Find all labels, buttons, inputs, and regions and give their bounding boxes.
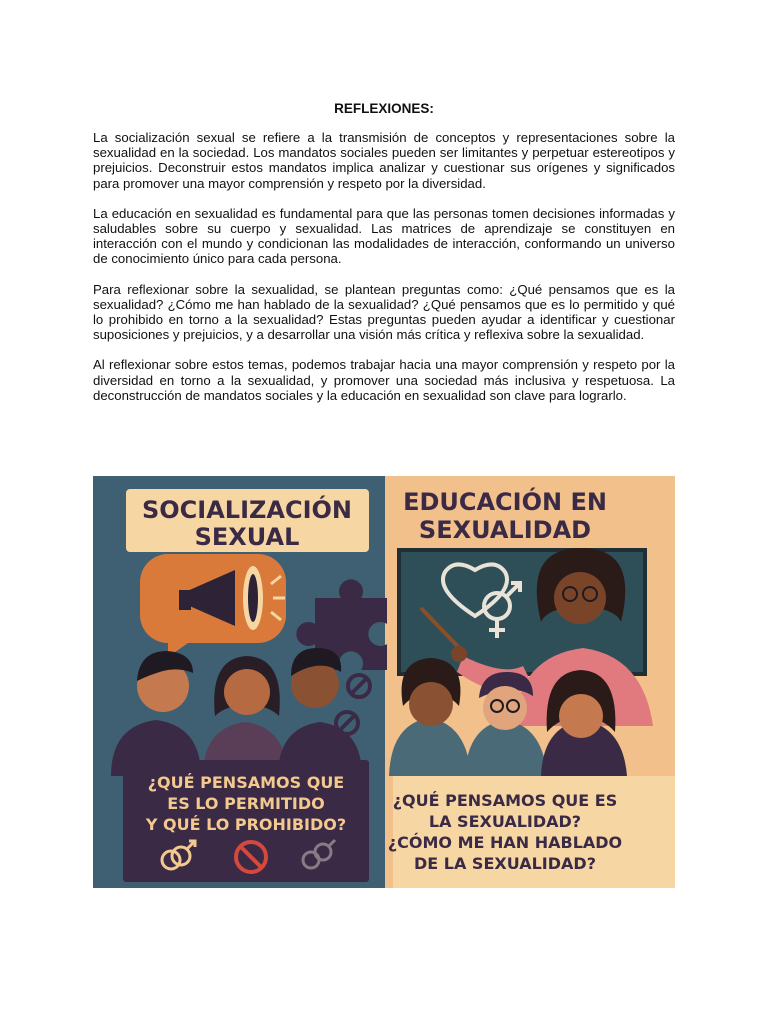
document-title: REFLEXIONES: (334, 101, 434, 116)
left-question-line-1: ¿QUÉ PENSAMOS QUE (147, 773, 345, 792)
paragraph-1: La socialización sexual se refiere a la transmisión de conceptos y representaciones sobre la sexualidad en la sociedad. Los mandatos sociales pueden ser limitantes y perpetuar estereotipos y prejuicios. Deconstruir estos mandatos implica analizar y cuestionar sus orígenes y significados para promover una mayor comprensión y respeto por la diversidad. (93, 130, 675, 191)
left-question-line-2: ES LO PERMITIDO (167, 794, 325, 813)
paragraph-3: Para reflexionar sobre la sexualidad, se plantean preguntas como: ¿Qué pensamos que es la sexualidad? ¿Cómo me han hablado de la sexualidad? ¿Qué pensamos que es lo permitido y qué lo prohibido en torno a la sexualidad? Estas preguntas pueden ayudar a identificar y cuestionar suposiciones y prejuicios, y a desarrollar una visión más crítica y reflexiva sobre la sexualidad. (93, 281, 675, 343)
megaphone-icon (140, 554, 286, 657)
student-group (389, 658, 627, 776)
paragraph-4: Al reflexionar sobre estos temas, podemos trabajar hacia una mayor comprensión y respeto por la diversidad en torno a la sexualidad, y promover una sociedad más inclusiva y respetuosa. La deconstrucción de mandatos sociales y la educación en sexualidad son clave para lograrlo. (93, 357, 675, 403)
right-title-line-2: SEXUALIDAD (418, 516, 592, 544)
left-title-line-1: SOCIALIZACIÓN (141, 496, 353, 524)
right-question-line-1: ¿QUÉ PENSAMOS QUE ES (392, 791, 618, 810)
left-question-line-3: Y QUÉ LO PROHIBIDO? (145, 815, 347, 834)
paragraph-2: La educación en sexualidad es fundamental para que las personas tomen decisiones informadas y saludables sobre su cuerpo y sexualidad. Las matrices de aprendizaje se constituyen en interacción con el mundo y condicionan las modalidades de interacción, conformando un universo de conocimiento único para cada persona. (93, 205, 675, 267)
right-question-line-4: DE LA SEXUALIDAD? (414, 854, 596, 873)
right-question-line-2: LA SEXUALIDAD? (428, 812, 582, 831)
right-title-line-1: EDUCACIÓN EN (403, 488, 607, 516)
document-body (93, 101, 675, 418)
right-question-line-3: ¿CÓMO ME HAN HABLADO (387, 833, 623, 852)
illustration (93, 476, 675, 888)
left-title-line-2: SEXUAL (194, 523, 300, 551)
